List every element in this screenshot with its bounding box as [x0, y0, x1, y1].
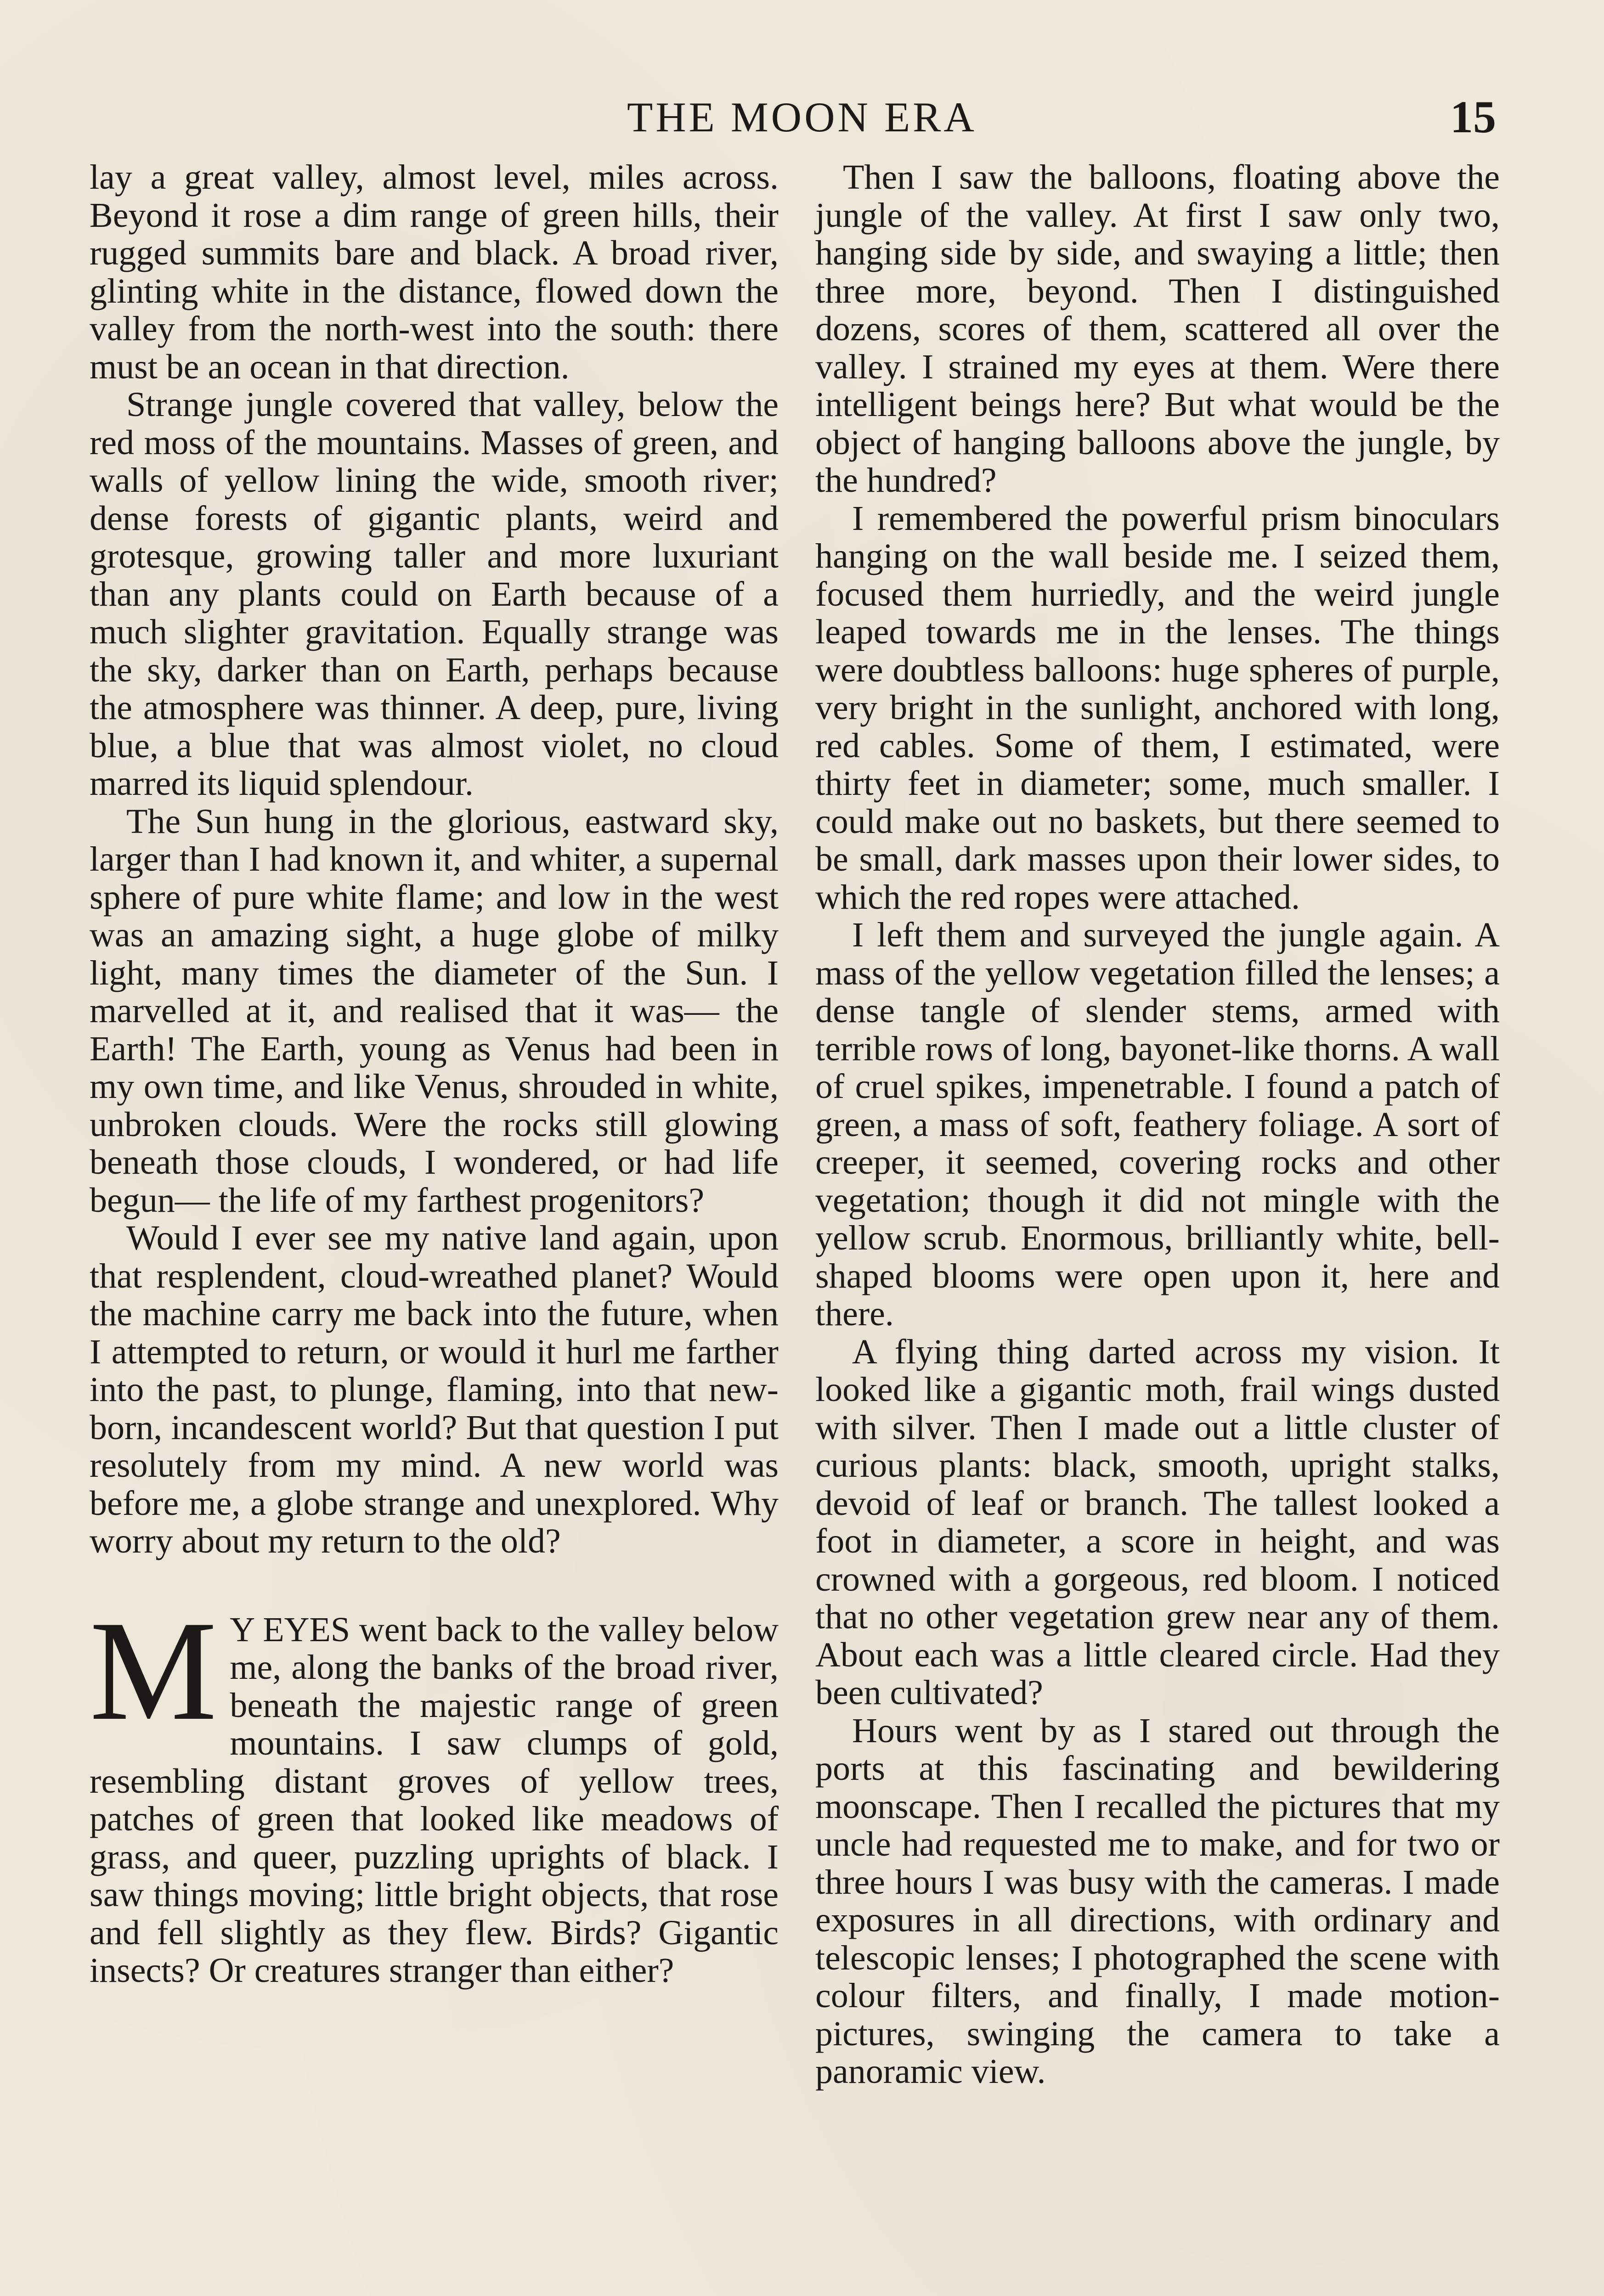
paragraph: Strange jungle covered that valley, below the red moss of the mountains. Masses of green, and walls of yellow lining the wide, smooth river; dense forests of gigantic plants, weird and grotesque, growing taller and more luxuriant than any plants could on Earth because of a much slighter gravitation. Equally strange was the sky, darker than on Earth, perhaps because the atmosphere was thinner. A deep, pure, living blue, a blue that was almost violet, no cloud marred its liquid splendour. [90, 385, 779, 803]
paragraph: I remembered the powerful prism binoculars hanging on the wall beside me. I seized them, focused them hurriedly, and the weird jungle leaped towards me in the lenses. The things were doubtless balloons: huge spheres of purple, very bright in the sunlight, anchored with long, red cables. Some of them, I estimated, were thirty feet in diameter; some, much smaller. I could make out no baskets, but there seemed to be small, dark masses upon their lower sides, to which the red ropes were attached. [815, 499, 1500, 917]
running-header [0, 92, 1604, 142]
paragraph: lay a great valley, almost level, miles across. Beyond it rose a dim range of green hills, their rugged summits bare and black. A broad river, glinting white in the distance, flowed down the valley from the north-west into the south: there must be an ocean in that direction. [90, 158, 779, 386]
paragraph: Then I saw the balloons, floating above the jungle of the valley. At first I saw only two, hanging side by side, and swaying a little; then three more, beyond. Then I distinguished dozens, scores of them, scattered all over the valley. I strained my eyes at them. Were there intelligent beings here? But what would be the object of hanging balloons above the jungle, by the hundred? [815, 158, 1500, 500]
paragraph: Hours went by as I stared out through the ports at this fascinating and bewildering moonscape. Then I recalled the pictures that my uncle had requested me to make, and for two or three hours I was busy with the cameras. I made exposures in all directions, with ordinary and telescopic lenses; I photographed the scene with colour filters, and finally, I made motion-pictures, swinging the camera to take a panoramic view. [815, 1711, 1500, 2091]
paragraph: Would I ever see my native land again, upon that resplendent, cloud-wreathed planet? Would the machine carry me back into the future, when I attempted to return, or would it hurl me farther into the past, to plunge, flaming, into that new-born, incandescent world? But that question I put resolutely from my mind. A new world was before me, a globe strange and unexplored. Why worry about my return to the old? [90, 1219, 779, 1560]
dropcap-paragraph [90, 1591, 779, 1990]
paragraph: A flying thing darted across my vision. It looked like a gigantic moth, frail wings dusted with silver. Then I made out a little cluster of curious plants: black, smooth, upright stalks, devoid of leaf or branch. The tallest looked a foot in diameter, a score in height, and was crowned with a gorgeous, red bloom. I noticed that no other vegetation grew near any of them. About each was a little cleared circle. Had they been cultivated? [815, 1332, 1500, 1712]
drop-cap: M [90, 1591, 217, 1750]
right-column [815, 158, 1500, 2091]
paragraph: The Sun hung in the glorious, eastward sky, larger than I had known it, and whiter, a supernal sphere of pure white flame; and low in the west was an amazing sight, a huge globe of milky light, many times the diameter of the Sun. I marvelled at it, and realised that it was— the Earth! The Earth, young as Venus had been in my own time, and like Venus, shrouded in white, unbroken clouds. Were the rocks still glowing beneath those clouds, I wondered, or had life begun— the life of my farthest progenitors? [90, 802, 779, 1220]
page-number: 15 [1450, 91, 1496, 142]
running-title: THE MOON ERA [627, 94, 977, 141]
dropcap-paragraph-text: Y EYES went back to the valley below me, along the banks of the broad river, beneath the majestic range of green mountains. I saw clumps of gold, resembling distant groves of yellow trees, patches of green that looked like meadows of grass, and queer, puzzling uprights of black. I saw things moving; little bright objects, that rose and fell slightly as they flew. Birds? Gigantic insects? Or creatures stranger than either? [90, 1610, 779, 1990]
left-column [90, 158, 779, 1990]
paragraph: I left them and surveyed the jungle again. A mass of the yellow vegetation filled the lenses; a dense tangle of slender stems, armed with terrible rows of long, bayonet-like thorns. A wall of cruel spikes, impenetrable. I found a patch of green, a mass of soft, feathery foliage. A sort of creeper, it seemed, covering rocks and other vegetation; though it did not mingle with the yellow scrub. Enormous, brilliantly white, bell-shaped blooms were open upon it, here and there. [815, 916, 1500, 1333]
